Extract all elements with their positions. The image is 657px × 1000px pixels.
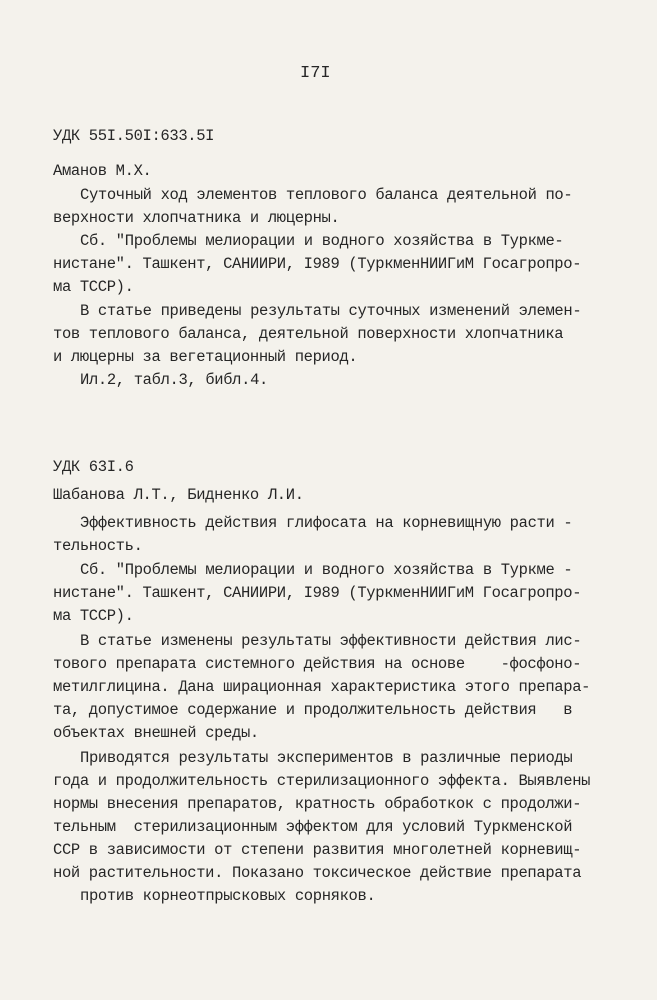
source-line: Сб. "Проблемы мелиорации и водного хозяйства в Туркме - bbox=[80, 561, 573, 579]
title-line: Эффективность действия глифосата на корневищную расти - bbox=[80, 514, 573, 532]
abstract-line: Ил.2, табл.3, библ.4. bbox=[80, 371, 268, 389]
page-number: I7I bbox=[300, 64, 331, 83]
abstract-line: Приводятся результаты экспериментов в различные периоды bbox=[80, 749, 573, 767]
abstract-line: ной растительности. Показано токсическое действие препарата bbox=[53, 864, 582, 882]
abstract-line: та, допустимое содержание и продолжительность действия в bbox=[53, 701, 573, 719]
udk-code: УДК 63I.6 bbox=[53, 458, 134, 476]
abstract-line: тового препарата системного действия на основе -фосфоно- bbox=[53, 655, 582, 673]
abstract-line: ССР в зависимости от степени развития многолетней корневищ- bbox=[53, 841, 582, 859]
source-line: нистане". Ташкент, САНИИРИ, I989 (ТуркменНИИГиМ Госагропро- bbox=[53, 255, 582, 273]
authors: Аманов М.Х. bbox=[53, 162, 152, 180]
source-line: Сб. "Проблемы мелиорации и водного хозяйства в Туркме- bbox=[80, 232, 564, 250]
title-line: тельность. bbox=[53, 537, 143, 555]
abstract-line: года и продолжительность стерилизационного эффекта. Выявлены bbox=[53, 772, 591, 790]
abstract-line: объектах внешней среды. bbox=[53, 724, 259, 742]
source-line: ма ТССР). bbox=[53, 607, 134, 625]
source-line: нистане". Ташкент, САНИИРИ, I989 (ТуркменНИИГиМ Госагропро- bbox=[53, 584, 582, 602]
abstract-line: тельным стерилизационным эффектом для условий Туркменской bbox=[53, 818, 573, 836]
abstract-line: нормы внесения препаратов, кратность обработкок с продолжи- bbox=[53, 795, 582, 813]
title-line: верхности хлопчатника и люцерны. bbox=[53, 209, 340, 227]
abstract-line: тов теплового баланса, деятельной поверхности хлопчатника bbox=[53, 325, 564, 343]
abstract-line: метилглицина. Дана ширационная характеристика этого препара- bbox=[53, 678, 591, 696]
abstract-line: В статье изменены результаты эффективности действия лис- bbox=[80, 632, 582, 650]
title-line: Суточный ход элементов теплового баланса деятельной по- bbox=[80, 186, 573, 204]
abstract-line: против корнеотпрысковых сорняков. bbox=[80, 887, 376, 905]
authors: Шабанова Л.Т., Бидненко Л.И. bbox=[53, 486, 304, 504]
abstract-line: и люцерны за вегетационный период. bbox=[53, 348, 358, 366]
abstract-line: В статье приведены результаты суточных изменений элемен- bbox=[80, 302, 582, 320]
source-line: ма ТССР). bbox=[53, 278, 134, 296]
udk-code: УДК 55I.50I:633.5I bbox=[53, 127, 215, 145]
